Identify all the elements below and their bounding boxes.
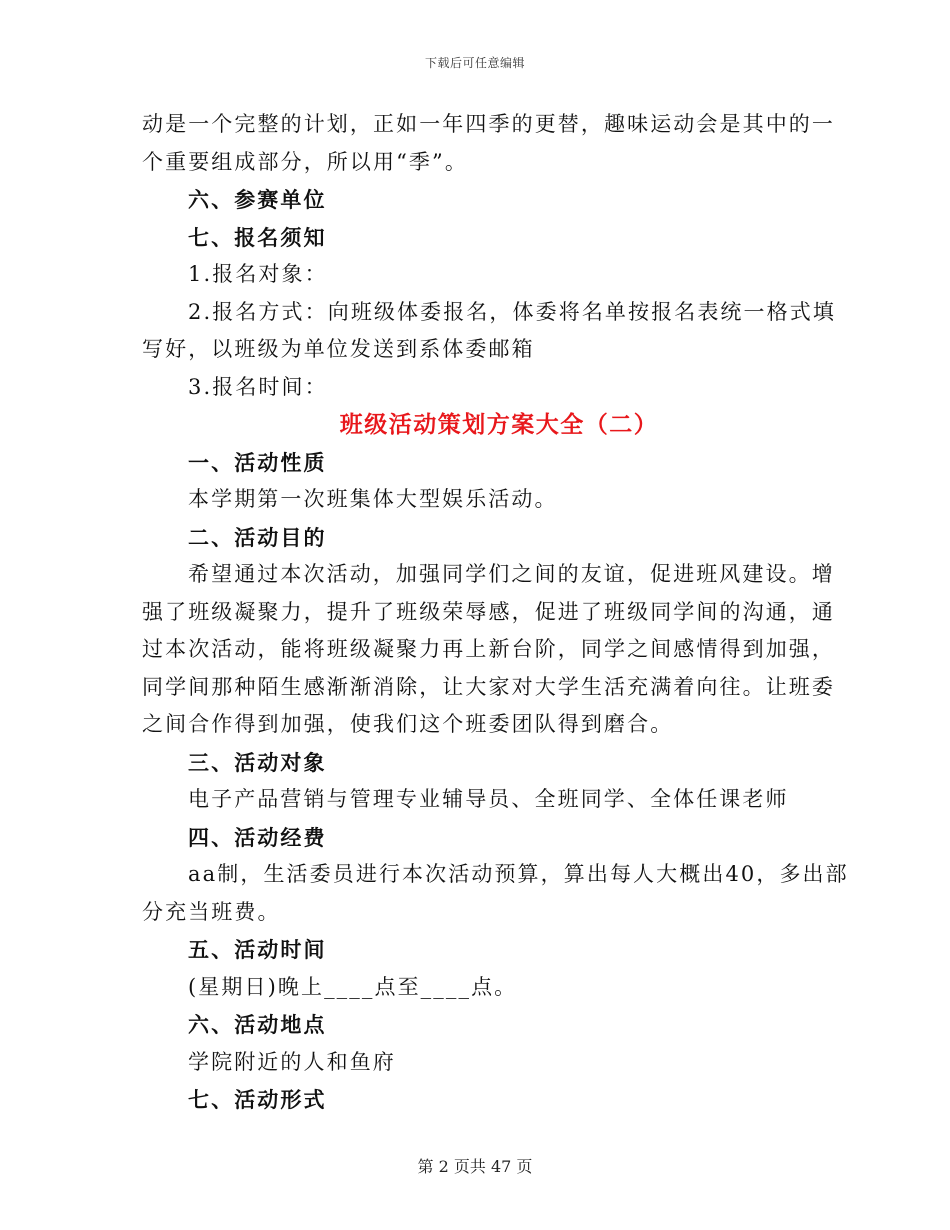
- body-line: 同学间那种陌生感渐渐消除，让大家对大学生活充满着向往。让班委: [142, 674, 835, 699]
- paragraph-line: 2.报名方式：向班级体委报名，体委将名单按报名表统一格式填: [188, 299, 836, 324]
- section-heading: 四、活动经费: [188, 824, 327, 850]
- document-body: [142, 106, 849, 1119]
- section-heading: 七、活动形式: [188, 1087, 327, 1112]
- body-line: 过本次活动，能将班级凝聚力再上新台阶，同学之间感情得到加强，: [142, 637, 835, 661]
- section-heading: 七、报名须知: [188, 224, 327, 250]
- body-line: 个重要组成部分，所以用“季”。: [142, 149, 468, 174]
- body-line: 强了班级凝聚力，提升了班级荣辱感，促进了班级同学间的沟通，通: [142, 599, 835, 624]
- document-title: 班级活动策划方案大全（二）: [339, 411, 659, 438]
- paragraph-line: (星期日)晚上____点至____点。: [188, 974, 518, 999]
- paragraph-line: 电子产品营销与管理专业辅导员、全班同学、全体任课老师: [188, 787, 789, 811]
- paragraph-line: 学院附近的人和鱼府: [188, 1049, 396, 1074]
- section-heading: 六、参赛单位: [188, 187, 327, 212]
- body-line: 分充当班费。: [142, 899, 281, 924]
- paragraph-line: 3.报名时间：: [188, 374, 328, 399]
- section-heading: 五、活动时间: [188, 937, 327, 962]
- page-header: 下载后可任意编辑: [424, 56, 525, 70]
- paragraph-line: 本学期第一次班集体大型娱乐活动。: [188, 487, 558, 511]
- section-heading: 三、活动对象: [188, 749, 327, 775]
- section-heading: 六、活动地点: [188, 1012, 327, 1037]
- body-line: 写好，以班级为单位发送到系体委邮箱: [142, 337, 535, 361]
- paragraph-line: 希望通过本次活动，加强同学们之间的友谊，促进班风建设。增: [188, 562, 835, 586]
- section-heading: 一、活动性质: [188, 449, 327, 475]
- section-heading: 二、活动目的: [188, 524, 327, 550]
- page-footer: 第 2 页共 47 页: [417, 1157, 533, 1176]
- body-line: 之间合作得到加强，使我们这个班委团队得到磨合。: [142, 712, 674, 736]
- paragraph-line: 1.报名对象：: [188, 262, 328, 286]
- body-line: 动是一个完整的计划，正如一年四季的更替，趣味运动会是其中的一: [142, 112, 835, 136]
- paragraph-line: aa制，生活委员进行本次活动预算，算出每人大概出40，多出部: [188, 862, 849, 886]
